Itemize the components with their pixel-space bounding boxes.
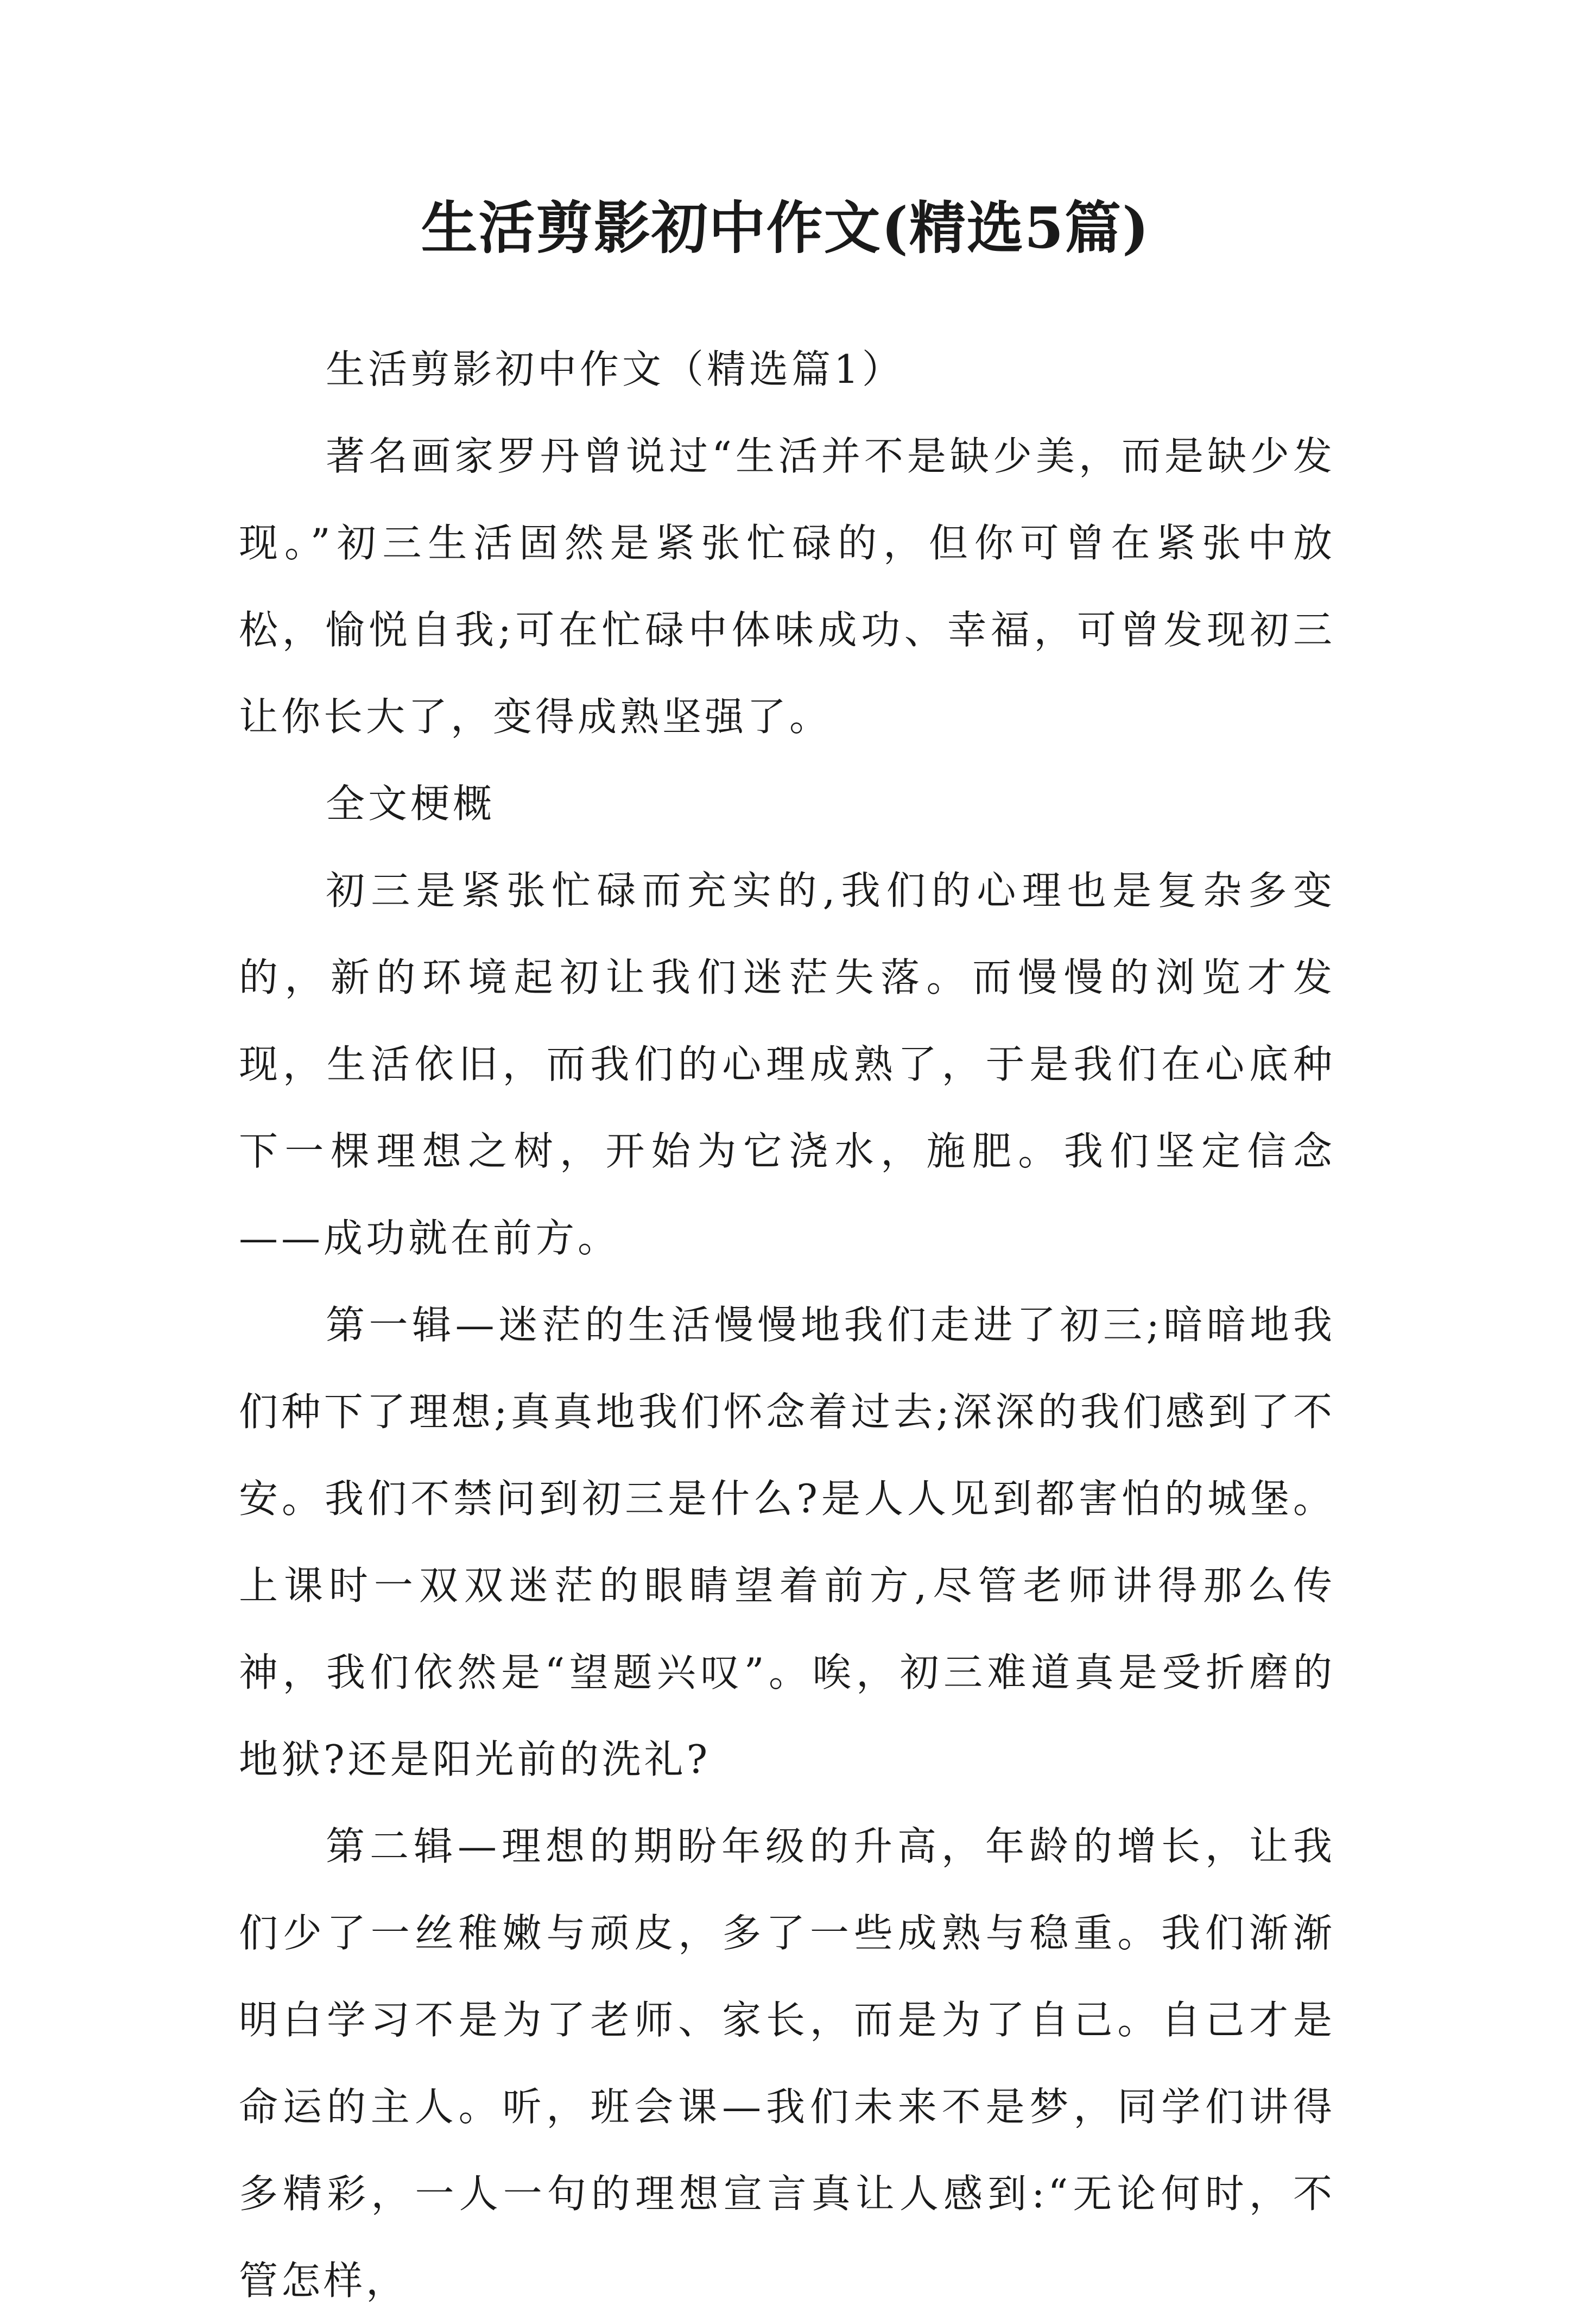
document-title: 生活剪影初中作文(精选5篇) (421, 194, 1150, 261)
document-body (239, 326, 1335, 2324)
section-heading: 生活剪影初中作文（精选篇1） (326, 346, 904, 392)
paragraph: 第一辑—迷茫的生活慢慢地我们走进了初三;暗暗地我们种下了理想;真真地我们怀念着过去;深深的我们感到了不安。我们不禁问到初三是什么?是人人见到都害怕的城堡。上课时一双双迷茫的眼睛望着前方,尽管老师讲得那么传神，我们依然是“望题兴叹”。唉，初三难道真是受折磨的地狱?还是阳光前的洗礼? (239, 1302, 1335, 1782)
paragraph: 第二辑—理想的期盼年级的升高，年龄的增长，让我们少了一丝稚嫩与顽皮，多了一些成熟与稳重。我们渐渐明白学习不是为了老师、家长，而是为了自己。自己才是命运的主人。听，班会课—我们未来不是梦，同学们讲得多精彩，一人一句的理想宣言真让人感到:“无论何时，不管怎样， (239, 1823, 1335, 2303)
paragraph: 初三是紧张忙碌而充实的,我们的心理也是复杂多变的，新的环境起初让我们迷茫失落。而慢慢的浏览才发现，生活依旧，而我们的心理成熟了，于是我们在心底种下一棵理想之树，开始为它浇水，施肥。我们坚定信念——成功就在前方。 (239, 868, 1335, 1261)
subheading: 全文梗概 (326, 781, 496, 826)
paragraph: 著名画家罗丹曾说过“生活并不是缺少美，而是缺少发现。”初三生活固然是紧张忙碌的，但你可曾在紧张中放松，愉悦自我;可在忙碌中体味成功、幸福，可曾发现初三让你长大了，变得成熟坚强了。 (239, 433, 1335, 740)
